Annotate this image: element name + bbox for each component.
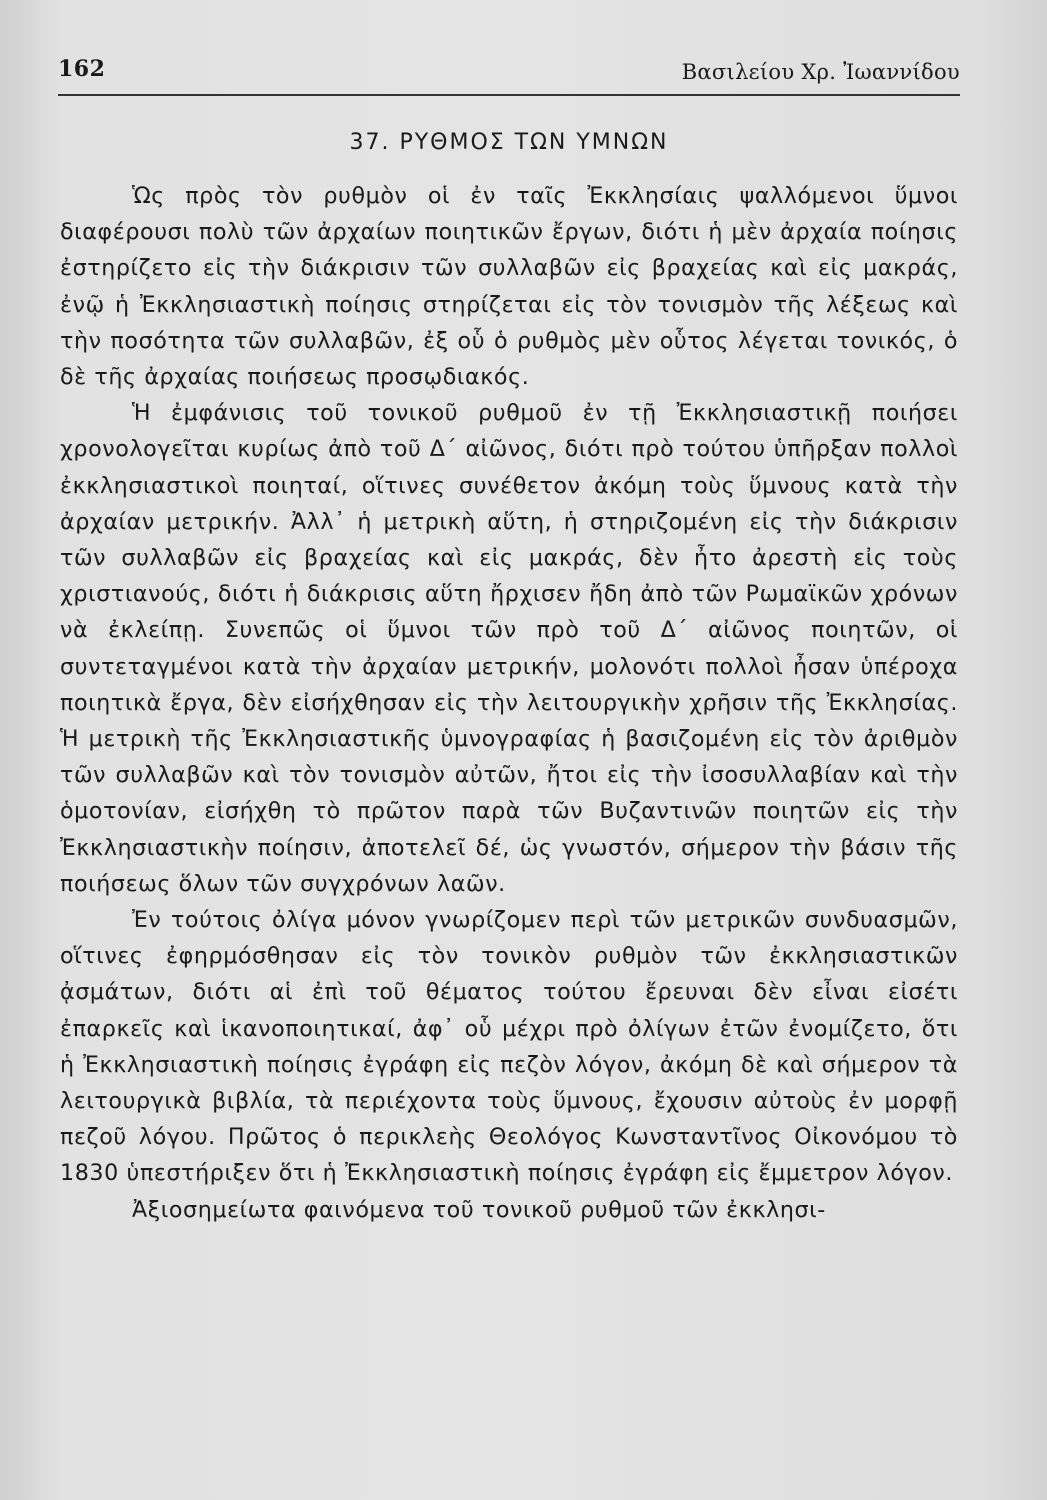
- body-text: [60, 178, 958, 1228]
- paragraph: Ὡς πρὸς τὸν ρυθμὸν οἱ ἐν ταῖς Ἐκκλησίαις ψαλλόμενοι ὕμνοι διαφέρουσι πολὺ τῶν ἀρχαίων ποιητικῶν ἔργων, διότι ἡ μὲν ἀρχαία ποίησις ἐστηρίζετο εἰς τὴν διάκρισιν τῶν συλλαβῶν εἰς βραχείας καὶ εἰς μακράς, ἐνῷ ἡ Ἐκκλησιαστικὴ ποίησις στηρίζεται εἰς τὸν τονισμὸν τῆς λέξεως καὶ τὴν ποσότητα τῶν συλλαβῶν, ἐξ οὗ ὁ ρυθμὸς μὲν οὗτος λέγεται τονικός, ὁ δὲ τῆς ἀρχαίας ποιήσεως προσῳδιακός.: [60, 183, 958, 391]
- paragraph: Ἐν τούτοις ὀλίγα μόνον γνωρίζομεν περὶ τῶν μετρικῶν συνδυασμῶν, οἵτινες ἐφηρμόσθησαν εἰς τὸν τονικὸν ρυθμὸν τῶν ἐκκλησιαστικῶν ᾀσμάτων, διότι αἱ ἐπὶ τοῦ θέματος τούτου ἔρευναι δὲν εἶναι εἰσέτι ἐπαρκεῖς καὶ ἱκανοποιητικαί, ἀφ᾽ οὗ μέχρι πρὸ ὀλίγων ἐτῶν ἐνομίζετο, ὅτι ἡ Ἐκκλησιαστικὴ ποίησις ἐγράφη εἰς πεζὸν λόγον, ἀκόμη δὲ καὶ σήμερον τὰ λειτουργικὰ βιβλία, τὰ περιέχοντα τοὺς ὕμνους, ἔχουσιν αὐτοὺς ἐν μορφῇ πεζοῦ λόγου. Πρῶτος ὁ περικλεὴς Θεολόγος Κωνσταντῖνος Οἰκονόμου τὸ 1830 ὑπεστήριξεν ὅτι ἡ Ἐκκλησιαστικὴ ποίησις ἐγράφη εἰς ἔμμετρον λόγον.: [60, 907, 958, 1187]
- running-head: Βασιλείου Χρ. Ἰωαννίδου: [681, 60, 960, 84]
- paragraph: Ἀξιοσημείωτα φαινόμενα τοῦ τονικοῦ ρυθμοῦ τῶν ἐκκλησι-: [132, 1196, 826, 1223]
- section-title: 37. ΡΥΘΜΟΣ ΤΩΝ ΥΜΝΩΝ: [349, 130, 669, 155]
- page-header: [58, 56, 960, 96]
- paragraph: Ἡ ἐμφάνισις τοῦ τονικοῦ ρυθμοῦ ἐν τῇ Ἐκκλησιαστικῇ ποιήσει χρονολογεῖται κυρίως ἀπὸ τοῦ Δ΄ αἰῶνος, διότι πρὸ τούτου ὑπῆρξαν πολλοὶ ἐκκλησιαστικοὶ ποιηταί, οἵτινες συνέθετον ἀκόμη τοὺς ὕμνους κατὰ τὴν ἀρχαίαν μετρικήν. Ἀλλ᾽ ἡ μετρικὴ αὕτη, ἡ στηριζομένη εἰς τὴν διάκρισιν τῶν συλλαβῶν εἰς βραχείας καὶ εἰς μακράς, δὲν ἦτο ἀρεστὴ εἰς τοὺς χριστιανούς, διότι ἡ διάκρισις αὕτη ἤρχισεν ἤδη ἀπὸ τῶν Ρωμαϊκῶν χρόνων νὰ ἐκλείπῃ. Συνεπῶς οἱ ὕμνοι τῶν πρὸ τοῦ Δ΄ αἰῶνος ποιητῶν, οἱ συντεταγμένοι κατὰ τὴν ἀρχαίαν μετρικήν, μολονότι πολλοὶ ἦσαν ὑπέροχα ποιητικὰ ἔργα, δὲν εἰσήχθησαν εἰς τὴν λειτουργικὴν χρῆσιν τῆς Ἐκκλησίας. Ἡ μετρικὴ τῆς Ἐκκλησιαστικῆς ὑμνογραφίας ἡ βασιζομένη εἰς τὸν ἀριθμὸν τῶν συλλαβῶν καὶ τὸν τονισμὸν αὐτῶν, ἤτοι εἰς τὴν ἰσοσυλλαβίαν καὶ τὴν ὁμοτονίαν, εἰσήχθη τὸ πρῶτον παρὰ τῶν Βυζαντινῶν ποιητῶν εἰς τὴν Ἐκκλησιαστικὴν ποίησιν, ἀποτελεῖ δέ, ὡς γνωστόν, σήμερον τὴν βάσιν τῆς ποιήσεως ὅλων τῶν συγχρόνων λαῶν.: [60, 400, 958, 897]
- page-number: 162: [58, 56, 106, 82]
